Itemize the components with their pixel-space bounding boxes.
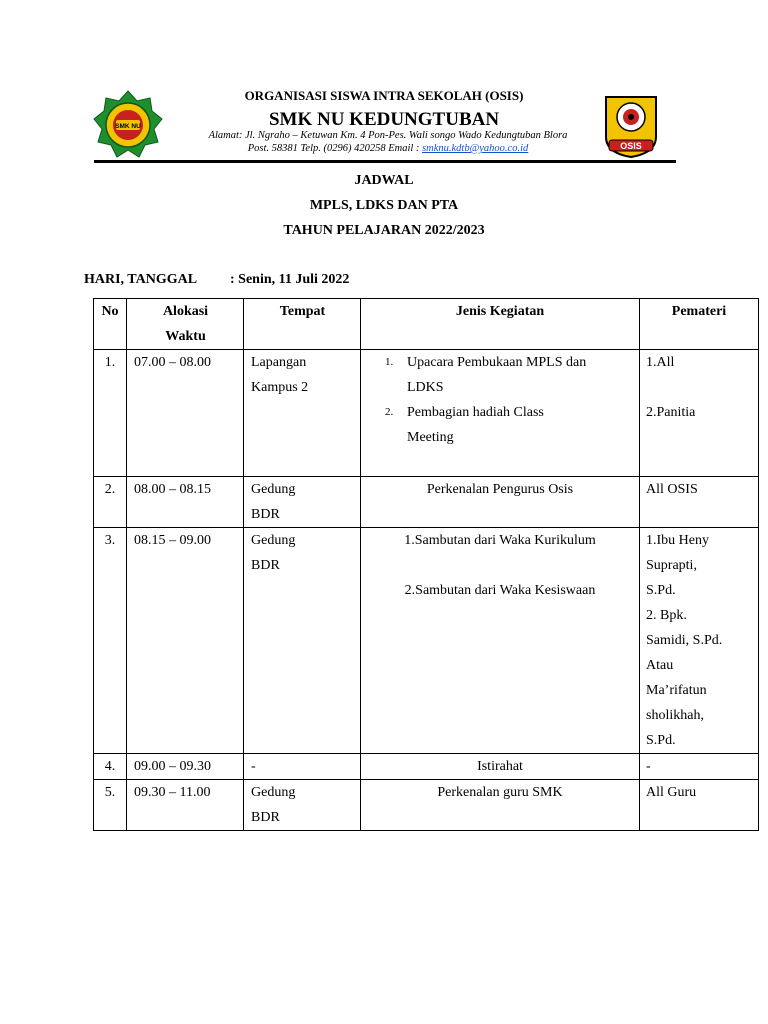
address-line-2 [160,143,616,154]
cell-time: 08.15 – 09.00 [127,528,244,754]
speaker-line: 2.Panitia [646,405,696,420]
table-row [94,780,759,831]
speaker-line: Ma’rifatun [646,683,707,698]
header-speaker: Pemateri [640,299,759,350]
address-line-2-text: Post. 58381 Telp. (0296) 420258 Email : [247,143,423,154]
cell-no: 3. [94,528,127,754]
speaker-line: S.Pd. [646,583,676,598]
cell-time: 07.00 – 08.00 [127,350,244,477]
speaker-line: S.Pd. [646,733,676,748]
address-line-1: Alamat: Jl. Ngraho – Ketuwan Km. 4 Pon-Pes. Wali songo Wado Kedungtuban Blora [208,130,568,141]
speaker-line: Samidi, S.Pd. [646,633,723,648]
table-row [94,350,759,477]
cell-place-line1: Gedung [251,785,296,800]
speaker-line: 1.All [646,355,675,370]
list-item-text-line2: LDKS [407,380,444,395]
speaker-line: Atau [646,658,674,673]
header-activity: Jenis Kegiatan [361,299,640,350]
cell-place-line1: Gedung [251,533,296,548]
cell-speaker: All OSIS [640,477,759,528]
table-row [94,754,759,780]
osis-logo-text: OSIS [620,141,642,151]
cell-place [244,477,361,528]
list-item [361,400,633,450]
speaker-line: 2. Bpk. [646,608,687,623]
cell-activity: Perkenalan guru SMK [361,780,640,831]
cell-activity [361,528,640,754]
header-place: Tempat [244,299,361,350]
date-label: HARI, TANGGAL [84,272,198,287]
header-no: No [94,299,127,350]
school-name: SMK NU KEDUNGTUBAN [268,109,500,130]
list-item-text-line2: Meeting [407,430,454,445]
document-title: JADWAL [354,173,414,188]
list-item-text-line1: Upacara Pembukaan MPLS dan [407,355,587,370]
cell-activity [361,350,640,477]
list-item-text-line1: Pembagian hadiah Class [407,405,544,420]
speaker-line: sholikhah, [646,708,704,723]
cell-no: 5. [94,780,127,831]
email-link[interactable]: smknu.kdtb@yahoo.co.id [422,143,529,154]
cell-activity: Istirahat [361,754,640,780]
table-row [94,477,759,528]
cell-no: 2. [94,477,127,528]
cell-place-line2: Kampus 2 [251,380,309,395]
cell-place-line2: BDR [251,810,280,825]
cell-place [244,528,361,754]
cell-activity: Perkenalan Pengurus Osis [361,477,640,528]
cell-time: 09.30 – 11.00 [127,780,244,831]
academic-year: TAHUN PELAJARAN 2022/2023 [283,223,485,238]
list-item-number: 2. [385,406,394,418]
cell-place-line1: Gedung [251,482,296,497]
activity-line: 1.Sambutan dari Waka Kurikulum [404,533,596,548]
schedule-table [93,298,759,831]
header-time-line1: Alokasi [162,304,209,319]
cell-place-line2: BDR [251,507,280,522]
cell-time: 09.00 – 09.30 [127,754,244,780]
document-subtitle: MPLS, LDKS DAN PTA [309,198,459,213]
date-value: : Senin, 11 Juli 2022 [230,272,350,287]
cell-speaker [640,350,759,477]
table-row [94,528,759,754]
cell-speaker: All Guru [640,780,759,831]
list-item [361,350,633,400]
cell-place: - [244,754,361,780]
cell-no: 1. [94,350,127,477]
header-time [127,299,244,350]
cell-place-line2: BDR [251,558,280,573]
cell-time: 08.00 – 08.15 [127,477,244,528]
cell-place-line1: Lapangan [251,355,307,370]
cell-speaker: - [640,754,759,780]
cell-no: 4. [94,754,127,780]
cell-place [244,780,361,831]
cell-place [244,350,361,477]
schedule-table-wrapper [93,298,759,831]
smk-nu-logo-text: SMK NU [115,123,141,130]
activity-line: 2.Sambutan dari Waka Kesiswaan [404,583,596,598]
speaker-line: Suprapti, [646,558,697,573]
speaker-line: 1.Ibu Heny [646,533,709,548]
cell-speaker [640,528,759,754]
header-time-line2: Waktu [165,329,206,344]
activity-list [361,350,633,450]
list-item-number: 1. [385,356,394,368]
letterhead-divider [94,160,676,163]
table-header-row [94,299,759,350]
organization-name: ORGANISASI SISWA INTRA SEKOLAH (OSIS) [244,88,524,103]
